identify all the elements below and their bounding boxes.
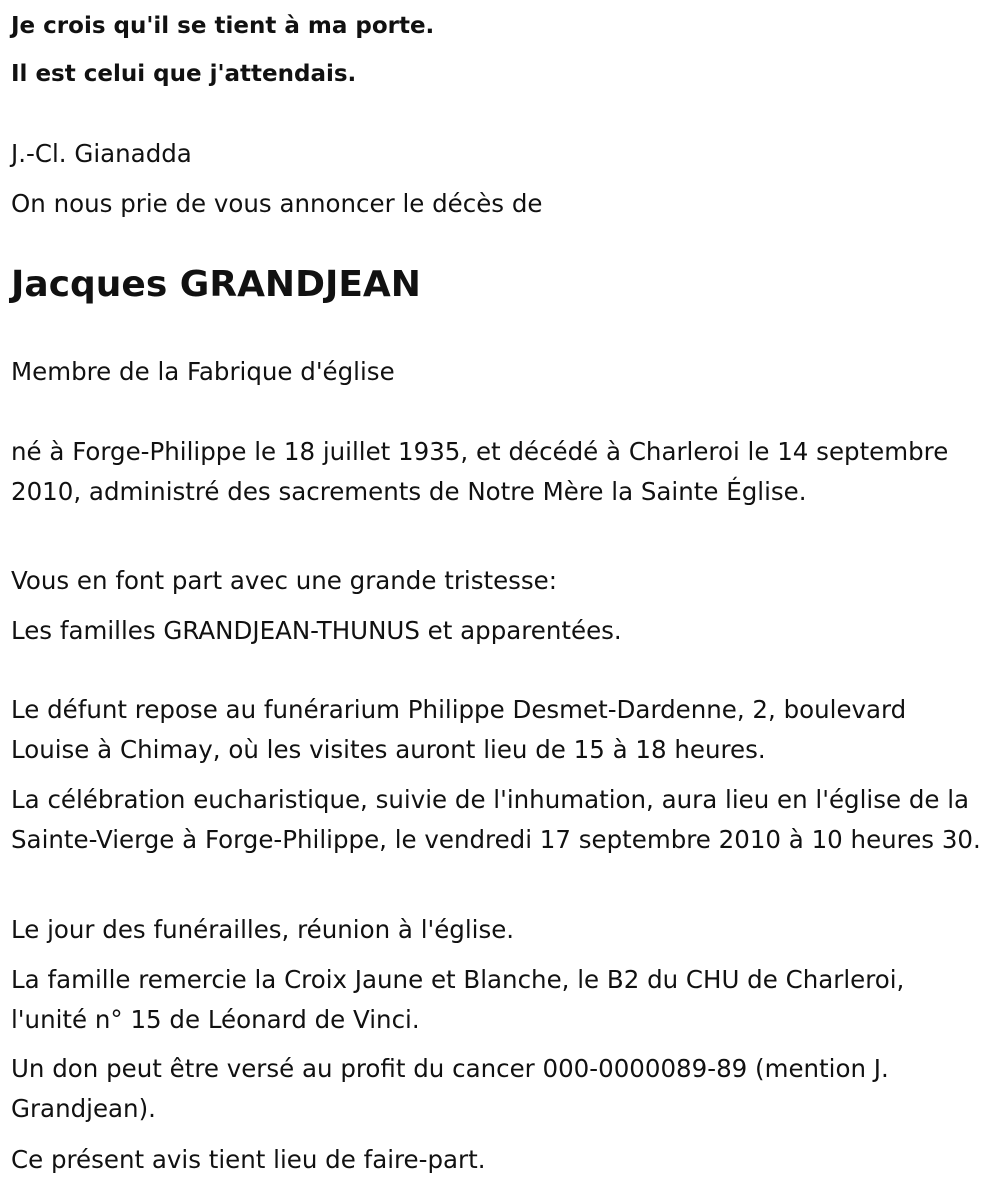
deceased-name: Jacques GRANDJEAN: [11, 264, 421, 305]
meeting-line: Le jour des funérailles, réunion à l'église.: [11, 915, 515, 944]
repose-paragraph: Le défunt repose au funérarium Philippe Desmet-Dardenne, 2, boulevard Louise à Chimay, où les visites auront lieu de 15 à 18 heures.: [11, 695, 907, 764]
thanks-paragraph: La famille remercie la Croix Jaune et Blanche, le B2 du CHU de Charleroi, l'unité n° 15 de Léonard de Vinci.: [11, 965, 905, 1034]
quote-line-1: Je crois qu'il se tient à ma porte.: [11, 13, 435, 39]
announcement-intro: On nous prie de vous annoncer le décès de: [11, 189, 543, 218]
sharing-statement: Vous en font part avec une grande tristesse:: [11, 566, 558, 595]
donation-paragraph: Un don peut être versé au profit du cancer 000-0000089-89 (mention J. Grandjean).: [11, 1054, 889, 1123]
notice-line: Ce présent avis tient lieu de faire-part.: [11, 1145, 486, 1174]
families-line: Les familles GRANDJEAN-THUNUS et apparentées.: [11, 616, 622, 645]
quote-author: J.-Cl. Gianadda: [11, 139, 192, 168]
quote-line-2: Il est celui que j'attendais.: [11, 61, 357, 87]
deceased-role: Membre de la Fabrique d'église: [11, 357, 395, 386]
celebration-paragraph: La célébration eucharistique, suivie de l'inhumation, aura lieu en l'église de la Sainte-Vierge à Forge-Philippe, le vendredi 17 septembre 2010 à 10 heures 30.: [11, 785, 981, 854]
birth-death-paragraph: né à Forge-Philippe le 18 juillet 1935, et décédé à Charleroi le 14 septembre 2010, administré des sacrements de Notre Mère la Sainte Église.: [11, 437, 949, 506]
